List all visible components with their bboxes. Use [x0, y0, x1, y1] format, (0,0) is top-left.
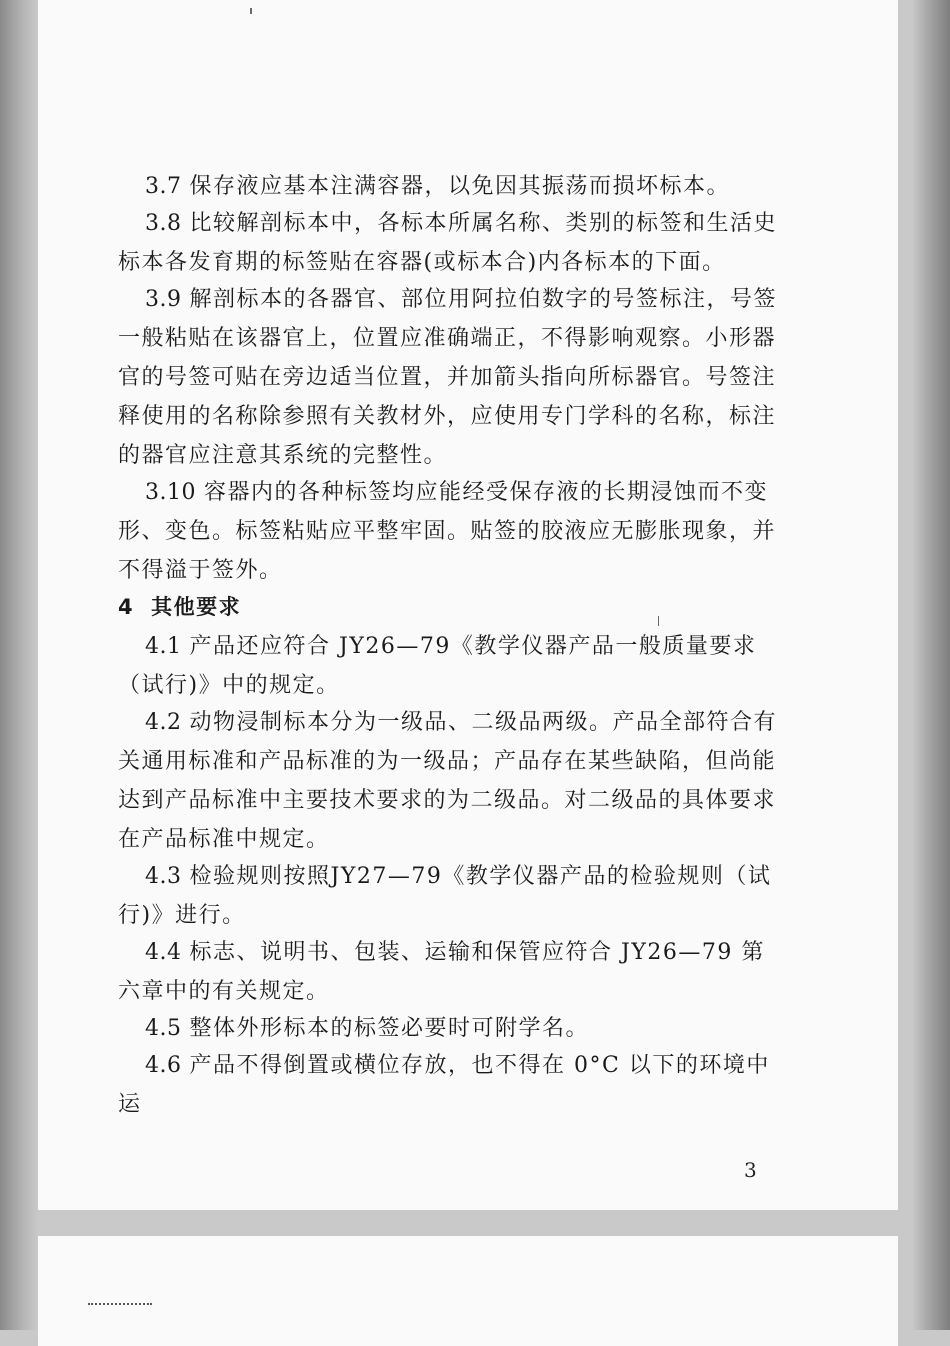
paragraph-4-5: 4.5 整体外形标本的标签必要时可附学名。 — [145, 1016, 590, 1041]
paragraph-4-1: 4.1 产品还应符合 JY26—79《教学仪器产品一般质量要求（试行)》中的规定。 — [118, 634, 757, 698]
paragraph-3-9: 3.9 解剖标本的各器官、部位用阿拉伯数字的号签标注，号签一般粘贴在该器官上，位置应准确端正，不得影响观察。小形器官的号签可贴在旁边适当位置，并加箭头指向所标器官。号签注释使用的名称除参照有关教材外，应使用专门学科的名称，标注的器官应注意其系统的完整性。 — [118, 287, 778, 468]
paragraph-3-8: 3.8 比较解剖标本中，各标本所属名称、类别的标签和生活史标本各发育期的标签贴在容器(或标本合)内各标本的下面。 — [118, 211, 778, 275]
page-number: 3 — [744, 1158, 757, 1182]
right-shadow-margin — [912, 0, 950, 1330]
section-heading-4: 4 其他要求 — [118, 595, 242, 619]
paragraph-4-3: 4.3 检验规则按照JY27—79《教学仪器产品的检验规则（试行)》进行。 — [118, 864, 772, 928]
paragraph-4-6: 4.6 产品不得倒置或横位存放，也不得在 0°C 以下的环境中运 — [118, 1053, 770, 1117]
left-shadow-margin — [0, 0, 38, 1330]
document-page — [38, 0, 898, 1210]
paragraph-3-7: 3.7 保存液应基本注满容器，以免因其振荡而损坏标本。 — [145, 174, 731, 199]
paragraph-3-10: 3.10 容器内的各种标签均应能经受保存液的长期浸蚀而不变形、变色。标签粘贴应平整牢固。贴签的胶液应无膨胀现象，并不得溢于签外。 — [118, 480, 777, 583]
paragraph-4-2: 4.2 动物浸制标本分为一级品、二级品两级。产品全部符合有关通用标准和产品标准的为一级品；产品存在某些缺陷，但尚能达到产品标准中主要技术要求的为二级品。对二级品的具体要求在产品标准中规定。 — [118, 710, 778, 852]
scan-mark — [88, 1303, 152, 1307]
paragraph-4-4: 4.4 标志、说明书、包装、运输和保管应符合 JY26—79 第六章中的有关规定。 — [118, 940, 765, 1004]
document-body — [118, 167, 788, 1122]
scan-speck — [250, 8, 252, 14]
